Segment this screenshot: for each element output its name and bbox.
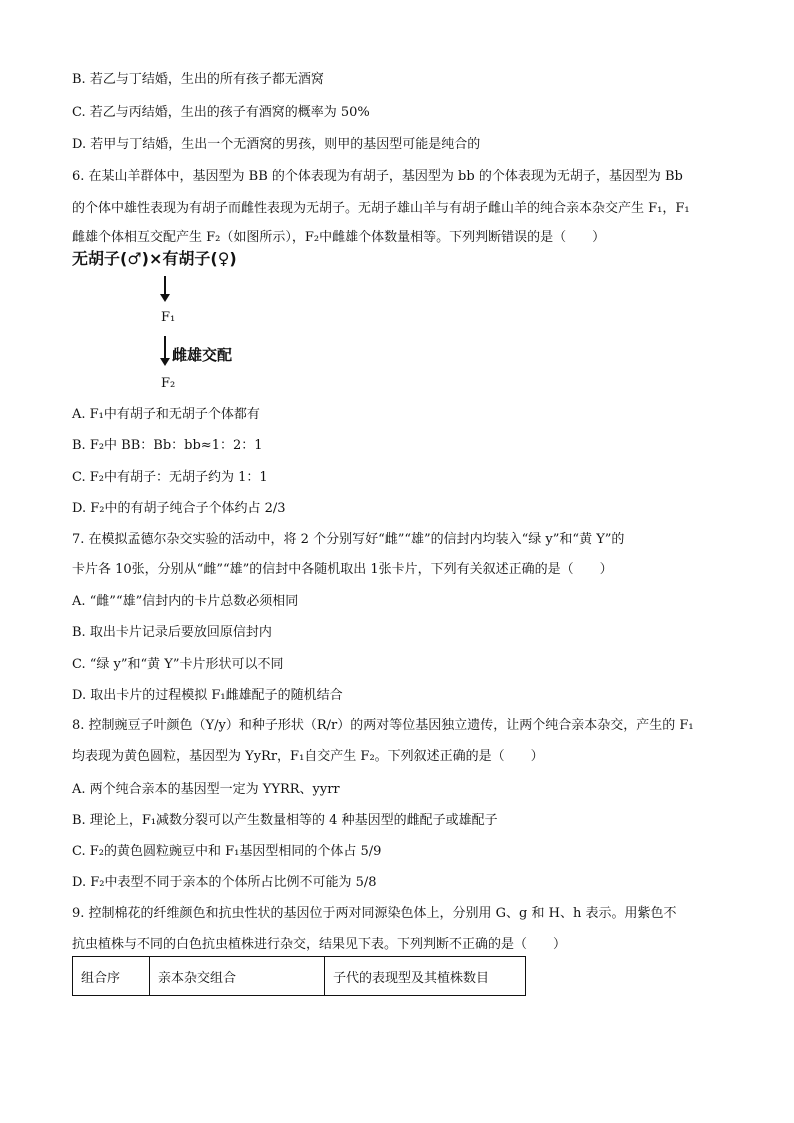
question-7-line-1: 7. 在模拟孟德尔杂交实验的活动中，将 2 个分别写好“雌”“雄”的信封内均装入“绿 y”和“黄 Y”的 bbox=[72, 532, 625, 547]
option-b-q7: B. 取出卡片记录后要放回原信封内 bbox=[72, 625, 272, 640]
option-d-q8: D. F₂中表型不同于亲本的个体所占比例不可能为 5/8 bbox=[72, 875, 377, 890]
arrow-to-f1 bbox=[164, 276, 166, 296]
option-d-q7: D. 取出卡片的过程模拟 F₁雌雄配子的随机结合 bbox=[72, 688, 343, 703]
option-d-q5: D. 若甲与丁结婚，生出一个无酒窝的男孩，则甲的基因型可能是纯合的 bbox=[72, 137, 481, 152]
question-9-line-2: 抗虫植株与不同的白色抗虫植株进行杂交，结果见下表。下列判断不正确的是（ ） bbox=[72, 937, 567, 952]
option-c-q8: C. F₂的黄色圆粒豌豆中和 F₁基因型相同的个体占 5/9 bbox=[72, 844, 382, 859]
question-7-line-2: 卡片各 10张，分别从“雌”“雄”的信封中各随机取出 1张卡片，下列有关叙述正确的是（ ） bbox=[72, 562, 613, 577]
option-d-q6: D. F₂中的有胡子纯合子个体约占 2/3 bbox=[72, 501, 286, 516]
option-b-q6: B. F₂中 BB：Bb：bb≈1：2：1 bbox=[72, 438, 263, 453]
question-8-line-1: 8. 控制豌豆子叶颜色（Y/y）和种子形状（R/r）的两对等位基因独立遗传，让两个纯合亲本杂交，产生的 F₁ bbox=[72, 718, 694, 733]
mating-label: 雌雄交配 bbox=[172, 346, 233, 364]
question-8-line-2: 均表现为黄色圆粒，基因型为 YyRr，F₁自交产生 F₂。下列叙述正确的是（ ） bbox=[72, 749, 544, 764]
option-c-q5: C. 若乙与丙结婚，生出的孩子有酒窝的概率为 50% bbox=[72, 105, 370, 120]
option-a-q6: A. F₁中有胡子和无胡子个体都有 bbox=[72, 407, 260, 422]
option-c-q6: C. F₂中有胡子：无胡子约为 1：1 bbox=[72, 470, 268, 485]
table-header-row bbox=[73, 957, 526, 996]
results-table bbox=[72, 956, 526, 996]
arrowhead-to-f1 bbox=[160, 294, 170, 302]
option-a-q8: A. 两个纯合亲本的基因型一定为 YYRR、yyrr bbox=[72, 782, 340, 797]
question-6-line-2: 的个体中雄性表现为有胡子而雌性表现为无胡子。无胡子雄山羊与有胡子雌山羊的纯合亲本杂交产生 F₁，F₁ bbox=[72, 201, 690, 216]
question-9-line-1: 9. 控制棉花的纤维颜色和抗虫性状的基因位于两对同源染色体上，分别用 G、g 和 H、h 表示。用紫色不 bbox=[72, 906, 677, 921]
f2-label: F₂ bbox=[161, 376, 176, 391]
f1-label: F₁ bbox=[161, 310, 176, 325]
table-header-cell: 亲本杂交组合 bbox=[150, 957, 325, 996]
option-c-q7: C. “绿 y”和“黄 Y”卡片形状可以不同 bbox=[72, 657, 284, 672]
option-b-q5: B. 若乙与丁结婚，生出的所有孩子都无酒窝 bbox=[72, 72, 324, 87]
question-6-line-1: 6. 在某山羊群体中，基因型为 BB 的个体表现为有胡子，基因型为 bb 的个体表现为无胡子，基因型为 Bb bbox=[72, 169, 683, 184]
question-6-line-3: 雌雄个体相互交配产生 F₂（如图所示），F₂中雌雄个体数量相等。下列判断错误的是（ ） bbox=[72, 230, 606, 245]
arrow-to-f2 bbox=[164, 336, 166, 360]
table-header-cell: 组合序 bbox=[73, 957, 150, 996]
cross-diagram-title: 无胡子(♂)×有胡子(♀) bbox=[72, 249, 237, 268]
table-header-cell: 子代的表现型及其植株数目 bbox=[325, 957, 526, 996]
arrowhead-to-f2 bbox=[160, 358, 170, 366]
option-a-q7: A. “雌”“雄”信封内的卡片总数必须相同 bbox=[72, 594, 299, 609]
option-b-q8: B. 理论上，F₁减数分裂可以产生数量相等的 4 种基因型的雌配子或雄配子 bbox=[72, 813, 498, 828]
